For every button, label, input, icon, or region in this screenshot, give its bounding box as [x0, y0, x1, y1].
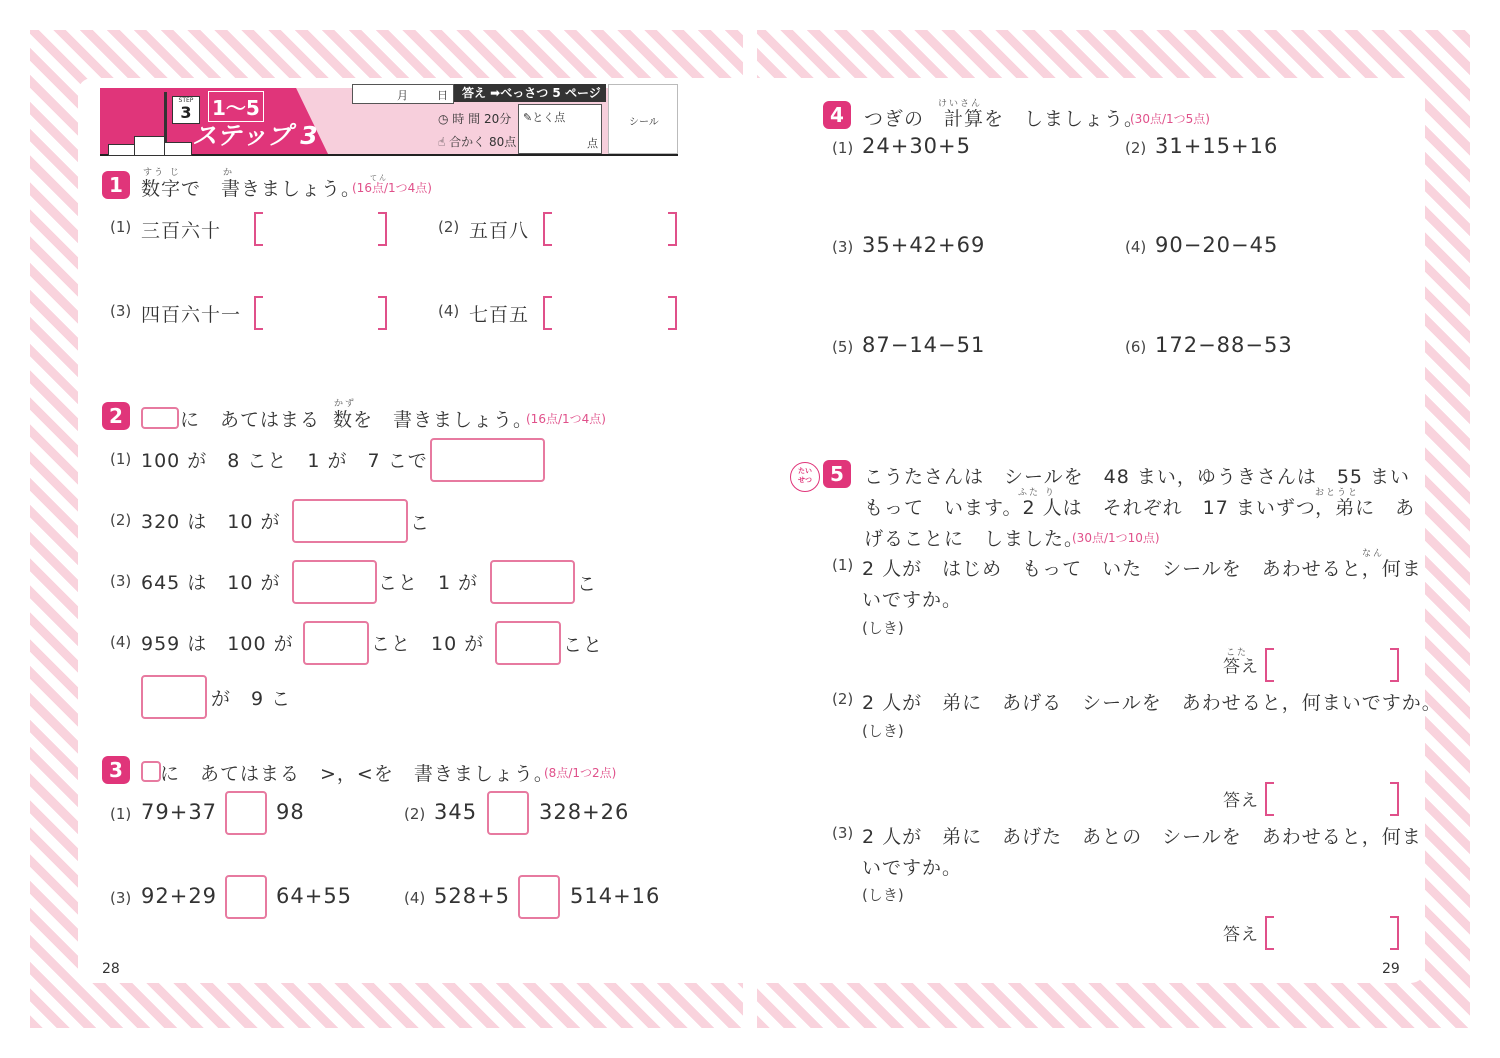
- q1-item-4-bracket-left: [543, 296, 552, 330]
- q1-item-2-answer-field[interactable]: [553, 212, 665, 246]
- q5-furigana-kotae: こた: [1226, 648, 1249, 658]
- q3-item-1-answer-box[interactable]: [225, 791, 267, 835]
- q5-item-2-line-1: 2 人が 弟に あげる シールを あわせると，何まいですか。: [862, 692, 1442, 714]
- q3-item-1-left: 79+37: [141, 800, 218, 824]
- q5-item-2-bracket-left: [1265, 782, 1274, 816]
- q3-item-3-label: (3): [110, 889, 132, 907]
- step-small-label: STEP: [178, 97, 194, 104]
- question-3-title: に あてはまる >，<を 書きましょう。: [160, 763, 554, 785]
- q3-item-2-right: 328+26: [539, 800, 630, 824]
- q1-item-3-label: (3): [110, 302, 132, 320]
- q2-item-1-answer-box[interactable]: [430, 438, 545, 482]
- month-label: 月: [397, 89, 408, 102]
- q1-item-2-bracket-right: [668, 212, 677, 246]
- q2-item-1-label: (1): [110, 450, 132, 468]
- time-text: 時 間 20分: [452, 112, 512, 126]
- question-5-points: (30点/1つ10点): [1072, 531, 1160, 545]
- day-label: 日: [437, 89, 448, 102]
- q2-item-4-middle: こと 10 が: [371, 633, 485, 655]
- q4-item-1-label: (1): [832, 139, 854, 157]
- question-2-badge: 2: [102, 402, 130, 430]
- question-4-title: つぎの 計算を しましょう。: [864, 108, 1145, 130]
- q5-item-2-shiki: (しき): [862, 722, 904, 740]
- score-label: [523, 109, 565, 125]
- q1-item-3-text: 四百六十一: [141, 304, 242, 326]
- q3-item-1-right: 98: [276, 800, 305, 824]
- q2-item-2-suffix: こ: [410, 512, 431, 534]
- q1-item-1-text: 三百六十: [141, 220, 222, 242]
- q3-title-box-icon: [141, 761, 161, 782]
- q1-item-4-label: (4): [438, 302, 460, 320]
- q1-item-2-text: 五百八: [469, 220, 530, 242]
- q1-item-2-bracket-left: [543, 212, 552, 246]
- q3-item-3-left: 92+29: [141, 884, 218, 908]
- question-4-points: (30点/1つ5点): [1130, 112, 1210, 126]
- q5-furigana-futari: ふた り: [1018, 488, 1056, 498]
- step-title: ステップ 3: [192, 121, 318, 150]
- q2-item-4-text: 959 は 100 が: [141, 633, 294, 655]
- important-tag-icon: [790, 462, 820, 492]
- question-3-badge: 3: [102, 756, 130, 784]
- pass-score: [438, 133, 516, 150]
- q5-item-1-bracket-right: [1390, 648, 1399, 682]
- q4-item-3-label: (3): [832, 238, 854, 256]
- pencil-icon: ✎: [523, 111, 533, 124]
- q5-item-3-shiki: (しき): [862, 886, 904, 904]
- q2-item-4-label: (4): [110, 633, 132, 651]
- q3-item-4-answer-box[interactable]: [518, 875, 560, 919]
- thumbs-up-icon: ☝: [438, 135, 446, 149]
- q2-item-3-label: (3): [110, 572, 132, 590]
- q4-item-5-label: (5): [832, 338, 854, 356]
- date-cell: [352, 84, 454, 104]
- q5-item-1-label: (1): [832, 556, 854, 574]
- q3-item-2-answer-box[interactable]: [487, 791, 529, 835]
- q1-item-1-bracket-right: [378, 212, 387, 246]
- q4-item-2-label: (2): [1125, 139, 1147, 157]
- q4-item-5-expr: 87−14−51: [862, 333, 986, 357]
- q5-item-2-bracket-right: [1390, 782, 1399, 816]
- q5-problem-line-2: もって います。2 人は それぞれ 17 まいずつ，弟に あ: [864, 497, 1416, 519]
- score-label-text: とく点: [532, 111, 566, 124]
- q1-item-1-answer-field[interactable]: [264, 212, 376, 246]
- q2-item-3-text: 645 は 10 が: [141, 572, 281, 594]
- q5-problem-line-1: こうたさんは シールを 48 まい，ゆうきさんは 55 まい: [864, 466, 1411, 488]
- step-range: 1〜5: [208, 91, 264, 122]
- q2-item-1-text: 100 が 8 こと 1 が 7 こで: [141, 450, 428, 472]
- q2-item-3-answer-box-1[interactable]: [292, 560, 377, 604]
- q2-item-3-suffix: こ: [577, 573, 598, 595]
- q5-item-2-answer-field[interactable]: [1275, 782, 1387, 816]
- q1-furigana-ten: てん: [370, 174, 388, 182]
- q1-furigana-ka: か: [223, 168, 235, 178]
- q2-item-4-answer-box-2[interactable]: [495, 621, 561, 665]
- q4-item-6-expr: 172−88−53: [1155, 333, 1293, 357]
- q3-item-1-label: (1): [110, 805, 132, 823]
- q1-item-4-bracket-right: [668, 296, 677, 330]
- time-limit: [438, 110, 511, 127]
- q3-item-3-answer-box[interactable]: [225, 875, 267, 919]
- q4-furigana-keisan: けいさん: [938, 99, 983, 109]
- question-1-title: 数字で 書きましょう。: [141, 178, 362, 200]
- q4-item-3-expr: 35+42+69: [862, 233, 986, 257]
- q4-item-1-expr: 24+30+5: [862, 134, 971, 158]
- q2-furigana-kazu: かず: [334, 399, 357, 409]
- q5-furigana-nan: なん: [1362, 549, 1385, 559]
- q3-item-4-right: 514+16: [570, 884, 661, 908]
- q5-furigana-otouto: おとうと: [1315, 488, 1360, 498]
- q5-item-1-bracket-left: [1265, 648, 1274, 682]
- q4-item-4-label: (4): [1125, 238, 1147, 256]
- q4-item-4-expr: 90−20−45: [1155, 233, 1279, 257]
- question-2-title-a: に あてはまる: [180, 409, 341, 431]
- q2-item-2-answer-box[interactable]: [292, 499, 408, 543]
- question-3-points: (8点/1つ2点): [544, 766, 617, 780]
- q2-item-4-answer-box-1[interactable]: [303, 621, 369, 665]
- question-2-title-b: 数を 書きましょう。: [333, 409, 534, 431]
- question-5-badge: 5: [823, 460, 851, 488]
- q4-item-6-label: (6): [1125, 338, 1147, 356]
- pass-text: 合かく 80点: [449, 135, 517, 149]
- q1-item-4-text: 七百五: [469, 304, 530, 326]
- q2-title-box-icon: [141, 407, 179, 429]
- right-page-number: 29: [1382, 961, 1400, 977]
- q2-item-3-answer-box-2[interactable]: [490, 560, 575, 604]
- important-tag-text: たいせつ: [798, 467, 812, 484]
- q5-item-1-answer-label: 答え: [1223, 657, 1259, 677]
- answer-reference: 答え ➡べっさつ 5 ページ: [454, 84, 606, 102]
- q3-item-4-label: (4): [404, 889, 426, 907]
- q1-item-3-bracket-right: [378, 296, 387, 330]
- q5-item-1-answer-field[interactable]: [1275, 648, 1387, 682]
- q5-item-2-answer-label: 答え: [1223, 791, 1259, 811]
- seal-label: シール: [629, 117, 659, 128]
- q3-item-3-right: 64+55: [276, 884, 353, 908]
- q2-item-4-answer-box-3[interactable]: [141, 675, 207, 719]
- q4-item-2-expr: 31+15+16: [1155, 134, 1279, 158]
- q2-item-4-suffix: こと: [563, 634, 604, 656]
- q2-item-3-middle: こと 1 が: [378, 572, 479, 594]
- q5-item-3-bracket-left: [1265, 916, 1274, 950]
- q1-item-1-label: (1): [110, 218, 132, 236]
- q2-item-4-tail: が 9 こ: [211, 688, 292, 710]
- q1-item-3-answer-field[interactable]: [264, 296, 376, 330]
- q3-item-2-label: (2): [404, 805, 426, 823]
- question-1-points: (16点/1つ4点): [352, 181, 432, 195]
- score-unit: 点: [587, 137, 598, 150]
- q5-item-3-line-2: いですか。: [862, 857, 963, 879]
- question-1-badge: 1: [102, 171, 130, 199]
- q1-item-3-bracket-left: [254, 296, 263, 330]
- q1-furigana-suuji: すう じ: [143, 168, 181, 178]
- q1-item-1-bracket-left: [254, 212, 263, 246]
- seal-cell: [608, 84, 678, 154]
- step-number: 3: [180, 103, 192, 122]
- left-page-number: 28: [102, 961, 120, 977]
- score-cell: [518, 104, 602, 154]
- q5-problem-line-3: げることに しました。: [864, 528, 1085, 550]
- q5-item-3-answer-label: 答え: [1223, 925, 1259, 945]
- question-4-badge: 4: [823, 101, 851, 129]
- q2-item-2-text: 320 は 10 が: [141, 511, 281, 533]
- q5-item-3-bracket-right: [1390, 916, 1399, 950]
- q1-item-2-label: (2): [438, 218, 460, 236]
- question-2-points: (16点/1つ4点): [526, 412, 606, 426]
- q3-item-2-left: 345: [434, 800, 478, 824]
- q5-item-1-line-2: いですか。: [862, 589, 963, 611]
- q5-item-3-label: (3): [832, 824, 854, 842]
- q2-item-2-label: (2): [110, 511, 132, 529]
- q5-item-3-answer-field[interactable]: [1275, 916, 1387, 950]
- q3-item-4-left: 528+5: [434, 884, 511, 908]
- q5-item-2-label: (2): [832, 690, 854, 708]
- q5-item-1-line-1: 2 人が はじめ もって いた シールを あわせると，何ま: [862, 558, 1422, 580]
- q5-item-3-line-1: 2 人が 弟に あげた あとの シールを あわせると，何ま: [862, 826, 1422, 848]
- q5-item-1-shiki: (しき): [862, 619, 904, 637]
- clock-icon: ◷: [438, 112, 449, 126]
- q1-item-4-answer-field[interactable]: [553, 296, 665, 330]
